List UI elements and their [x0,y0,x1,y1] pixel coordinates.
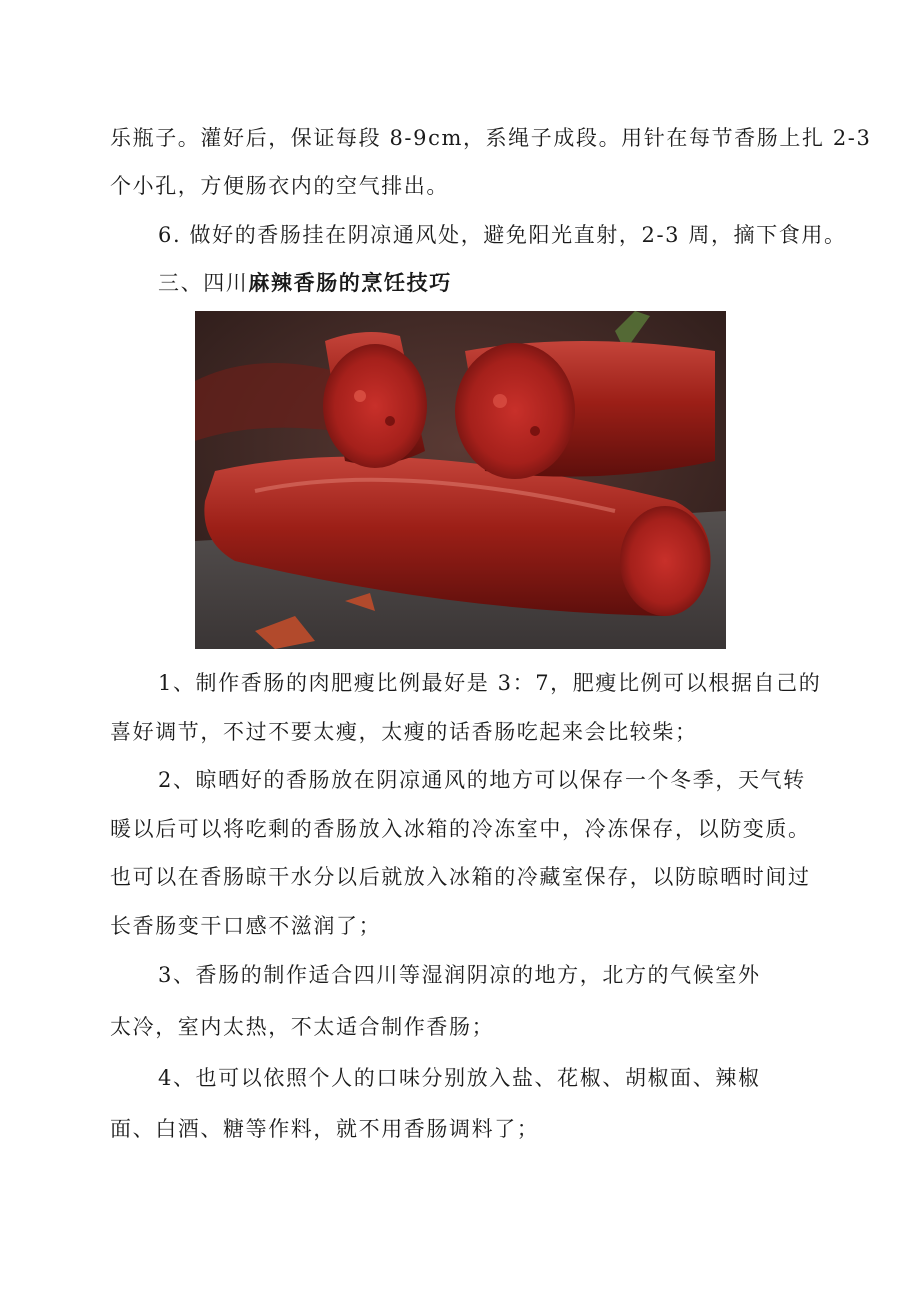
section-heading-title: 麻辣香肠的烹饪技巧 [248,270,452,295]
text-line: 喜好调节，不过不要太瘦，太瘦的话香肠吃起来会比较柴； [110,720,698,744]
text-line: 长香肠变干口感不滋润了； [110,914,382,938]
text-line: 暖以后可以将吃剩的香肠放入冰箱的冷冻室中，冷冻保存，以防变质。 [110,817,811,841]
text-line: 乐瓶子。灌好后，保证每段 8-9cm，系绳子成段。用针在每节香肠上扎 2-3 [110,126,872,150]
tip-2-line: 2、晾晒好的香肠放在阴凉通风的地方可以保存一个冬季，天气转 [158,768,806,792]
text-line: 太冷，室内太热，不太适合制作香肠； [110,1015,495,1039]
section-heading-prefix: 三、四川 [158,271,249,295]
tip-4-line: 4、也可以依照个人的口味分别放入盐、花椒、胡椒面、辣椒 [158,1066,761,1090]
section-heading [158,268,822,298]
tip-1-line: 1、制作香肠的肉肥瘦比例最好是 3：7，肥瘦比例可以根据自己的 [158,671,822,695]
text-line: 面、白酒、糖等作料，就不用香肠调料了； [110,1117,540,1141]
step-6-line: 6. 做好的香肠挂在阴凉通风处，避免阳光直射，2-3 周，摘下食用。 [158,223,847,247]
text-line: 个小孔，方便肠衣内的空气排出。 [110,174,449,198]
tip-3-line: 3、香肠的制作适合四川等湿润阴凉的地方，北方的气候室外 [158,963,761,987]
text-line: 也可以在香肠晾干水分以后就放入冰箱的冷藏室保存，以防晾晒时间过 [110,865,811,889]
sausage-photo [195,311,726,649]
